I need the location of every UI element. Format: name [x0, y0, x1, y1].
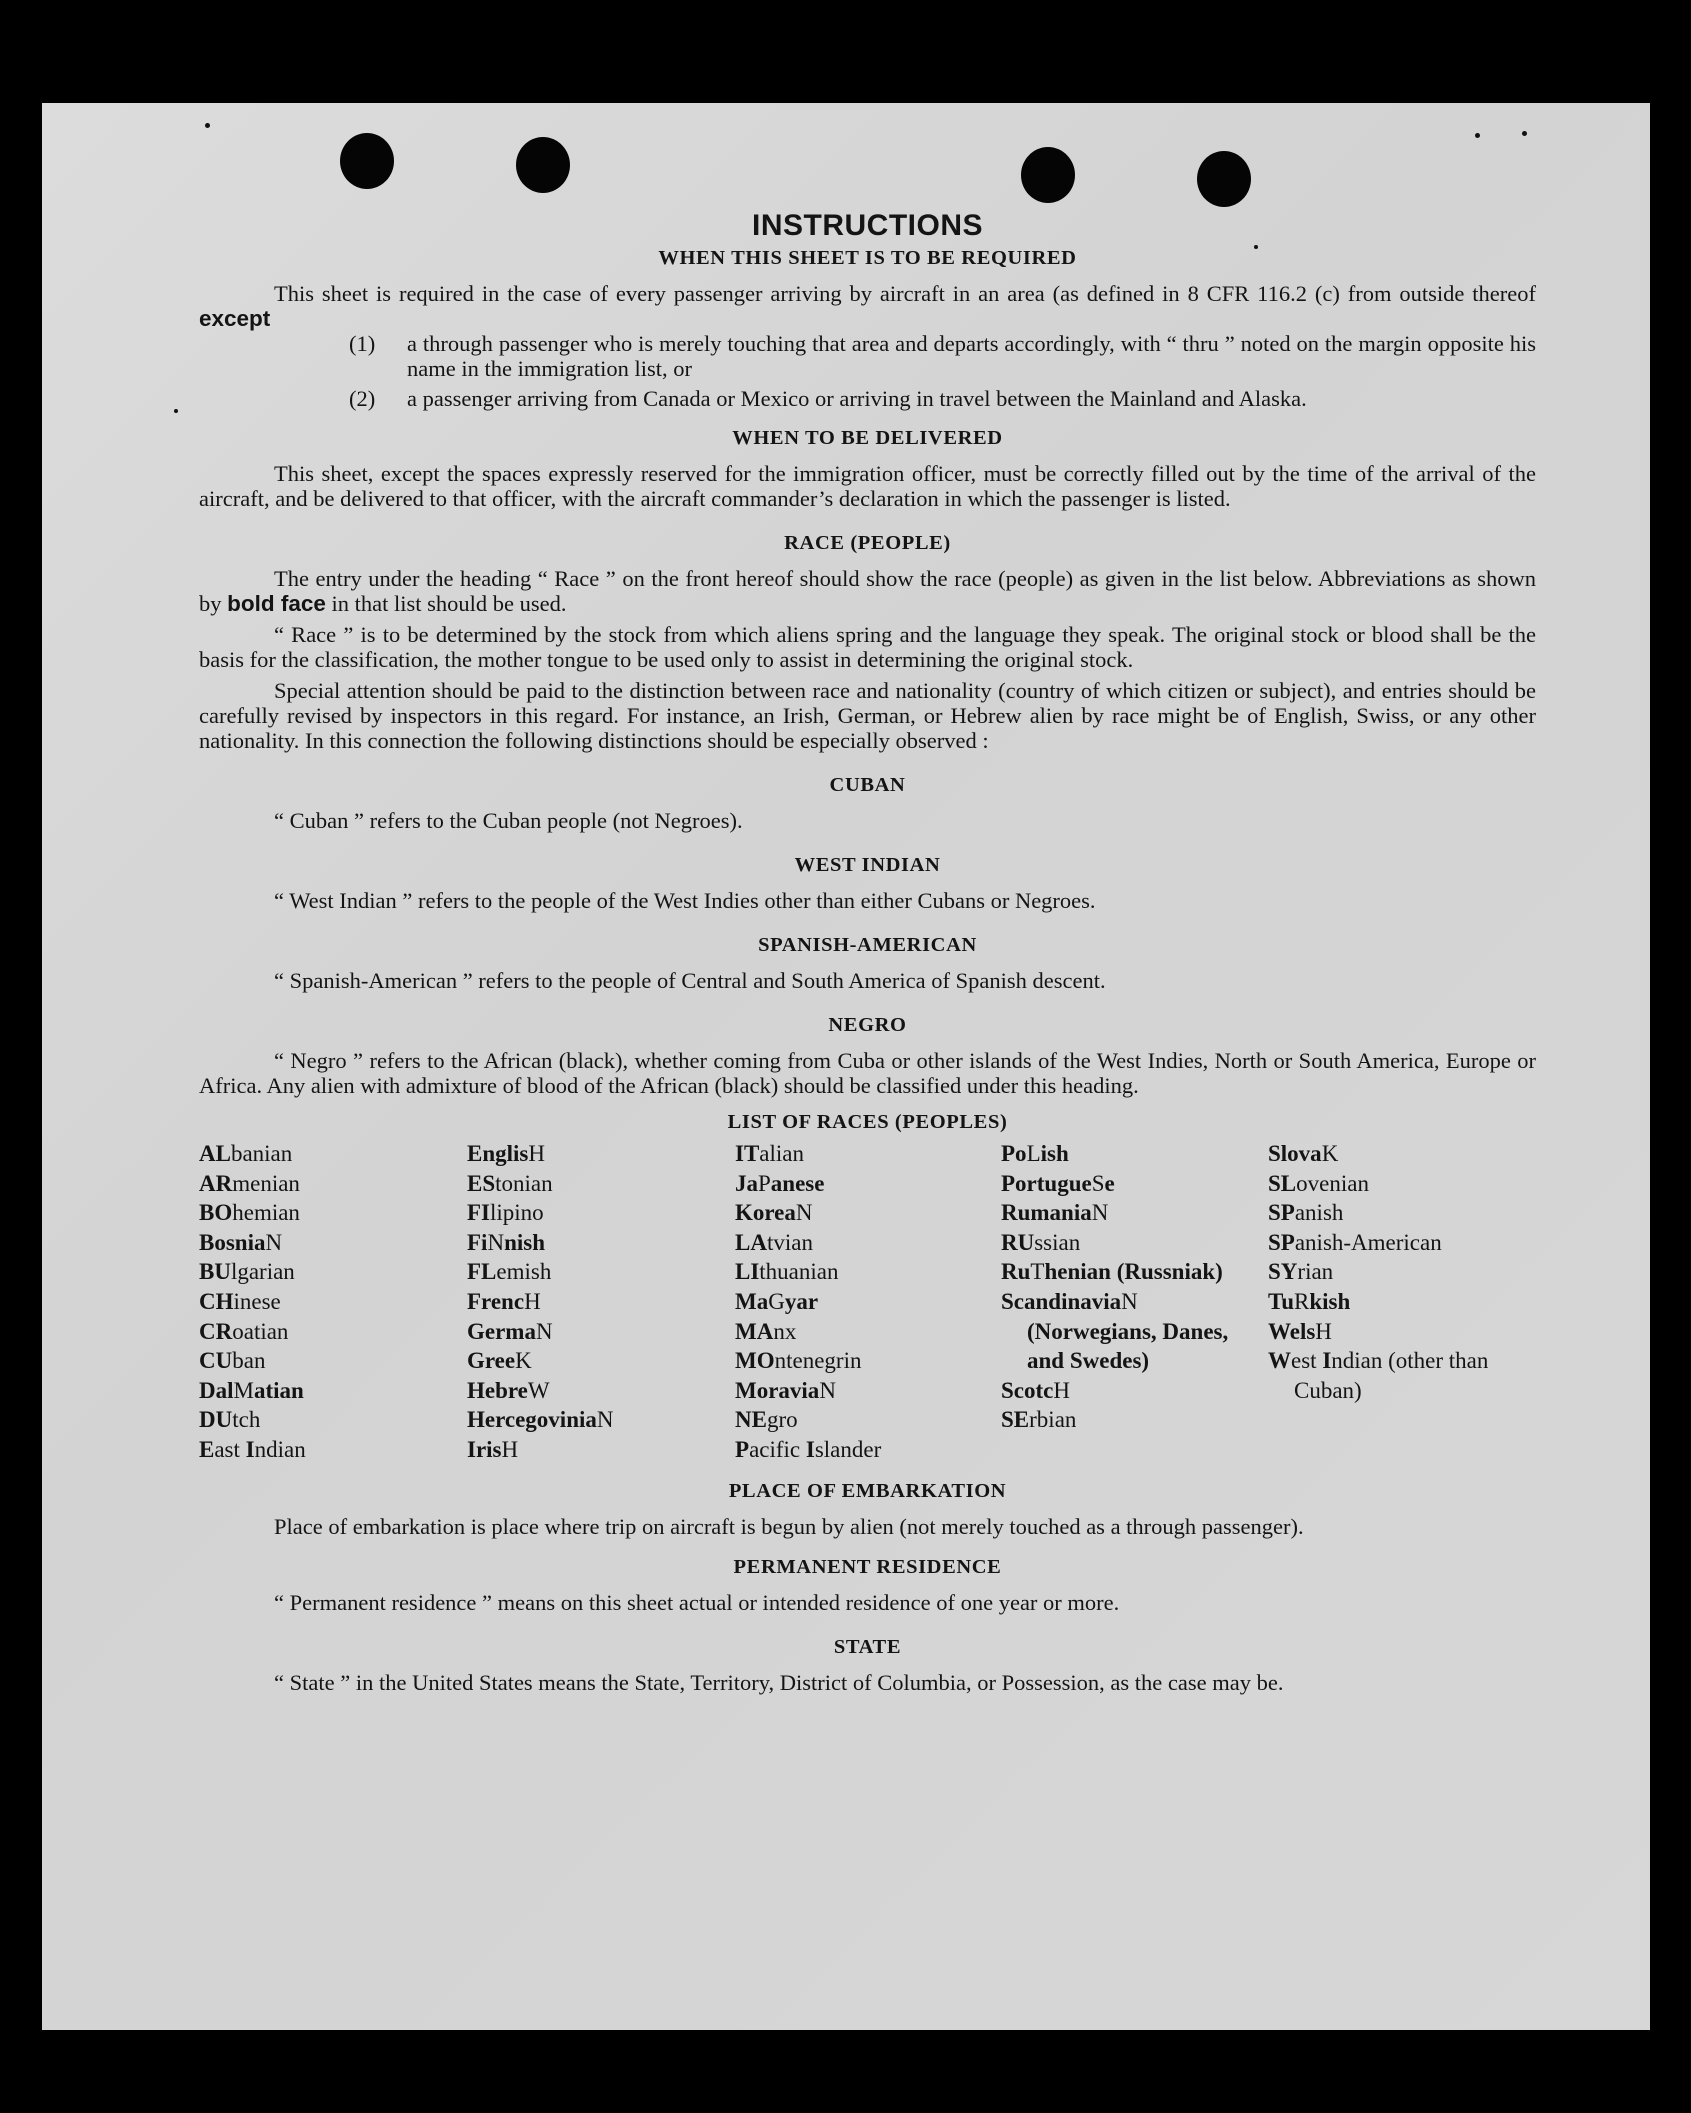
cuban-text: “ Cuban ” refers to the Cuban people (not Negroes). — [274, 808, 743, 833]
punch-hole — [516, 137, 570, 193]
embarkation-text: Place of embarkation is place where trip on aircraft is begun by alien (not merely touched as a through passenger). — [274, 1513, 1304, 1539]
heading-spanish-american: SPANISH-AMERICAN — [758, 934, 977, 956]
race-paragraph-2: “ Race ” is to be determined by the stock from which aliens spring and the language they speak. The original stock or blood shall be the basis for the classification, the mother tongue to be used only to assist in determining the original stock. — [199, 622, 1536, 672]
residence-text: “ Permanent residence ” means on this sheet actual or intended residence of one year or more. — [274, 1589, 1120, 1615]
race-column — [467, 1139, 735, 1465]
race-item: ITalian — [735, 1141, 804, 1166]
race-item: PoLish — [1001, 1141, 1069, 1166]
race-item: TuRkish — [1268, 1288, 1351, 1314]
race-item: MOntenegrin — [735, 1348, 862, 1374]
heading-list-of-races: LIST OF RACES (PEOPLES) — [727, 1111, 1008, 1133]
race-item: NEgro — [735, 1407, 798, 1433]
race-item: GermaN — [467, 1318, 553, 1344]
heading-when-required: WHEN THIS SHEET IS TO BE REQUIRED — [658, 247, 1077, 269]
heading-race: RACE (PEOPLE) — [784, 532, 951, 554]
heading-permanent-residence: PERMANENT RESIDENCE — [733, 1555, 1002, 1578]
race-item: DUtch — [199, 1407, 261, 1433]
race-paragraph-3: Special attention should be paid to the distinction between race and nationality (country of which citizen or subject), and entries should be carefully revised by inspectors in this regard. For instance, an Irish, German, or Hebrew alien by race might be of English, Swiss, or any other nationality. In this connection the following distinctions should be especially observed : — [199, 678, 1536, 753]
race-item: CUban — [199, 1348, 266, 1374]
race-item: Pacific Islander — [735, 1436, 882, 1462]
race-item: ARmenian — [199, 1170, 300, 1196]
speck — [1475, 133, 1480, 138]
race-column — [199, 1139, 467, 1465]
race-item: MaGyar — [735, 1288, 819, 1314]
race-item: CHinese — [199, 1288, 281, 1314]
race-column — [1001, 1139, 1268, 1465]
race-item: BOhemian — [199, 1200, 300, 1226]
speck — [205, 123, 210, 128]
race-item: BUlgarian — [199, 1259, 295, 1285]
race-item: LAtvian — [735, 1229, 813, 1255]
punch-hole — [1021, 147, 1075, 203]
race-item: SPanish-American — [1268, 1229, 1442, 1255]
race-item: KoreaN — [735, 1200, 813, 1226]
race-item: RUssian — [1001, 1229, 1081, 1255]
races-list — [199, 1139, 1536, 1465]
heading-west-indian: WEST INDIAN — [794, 854, 941, 876]
document-page — [42, 103, 1650, 2030]
state-text: “ State ” in the United States means the State, Territory, District of Columbia, or Possession, as the case may be. — [274, 1669, 1284, 1695]
race-item: SYrian — [1268, 1259, 1334, 1285]
race-paragraph-1: The entry under the heading “ Race ” on the front hereof should show the race (people) as given in the list below. Abbreviations as shown by bold face in that list should be used. — [199, 566, 1536, 616]
race-item: DalMatian — [199, 1377, 304, 1403]
heading-place-of-embarkation: PLACE OF EMBARKATION — [728, 1479, 1007, 1502]
race-item: ScotcH — [1001, 1377, 1070, 1403]
race-item: LIthuanian — [735, 1259, 839, 1285]
speck — [174, 409, 178, 413]
race-column — [1268, 1139, 1536, 1465]
instructions-content — [199, 209, 1536, 1695]
heading-negro: NEGRO — [828, 1014, 907, 1036]
race-item: CRoatian — [199, 1318, 289, 1344]
race-item: EStonian — [467, 1170, 553, 1196]
race-item: MAnx — [735, 1318, 797, 1344]
race-item: ALbanian — [199, 1141, 293, 1166]
race-item: ScandinaviaN (Norwegians, Danes, and Swedes) — [1001, 1288, 1229, 1374]
race-item: PortugueSe — [1001, 1170, 1115, 1196]
race-item: SLovenian — [1268, 1170, 1369, 1196]
west-indian-text: “ West Indian ” refers to the people of the West Indies other than either Cubans or Negroes. — [274, 888, 1096, 913]
race-item: SErbian — [1001, 1407, 1077, 1433]
heading-when-delivered: WHEN TO BE DELIVERED — [732, 427, 1003, 449]
race-column — [735, 1139, 1001, 1465]
heading-state: STATE — [833, 1635, 902, 1658]
negro-text: “ Negro ” refers to the African (black), whether coming from Cuba or other islands of the West Indies, North or South America, Europe or Africa. Any alien with admixture of blood of the African (black) should be classified under this heading. — [199, 1048, 1536, 1098]
race-item: MoraviaN — [735, 1377, 836, 1403]
race-item: JaPanese — [735, 1170, 825, 1196]
punch-hole — [340, 133, 394, 189]
race-item: HebreW — [467, 1377, 550, 1403]
page-title: INSTRUCTIONS — [752, 209, 983, 242]
race-item: FrencH — [467, 1288, 541, 1314]
when-delivered-text: This sheet, except the spaces expressly reserved for the immigration officer, must be correctly filled out by the time of the arrival of the aircraft, and be delivered to that officer, with the aircraft commander’s declaration in which the passenger is listed. — [199, 461, 1536, 511]
exception-item-2: (2) a passenger arriving from Canada or Mexico or arriving in travel between the Mainland and Alaska. — [349, 386, 1307, 411]
race-item: RumaniaN — [1001, 1200, 1109, 1226]
race-item: EnglisH — [467, 1141, 545, 1166]
race-item: East Indian — [199, 1436, 306, 1462]
race-item: West Indian (other than Cuban) — [1268, 1348, 1489, 1403]
race-item: RuThenian (Russniak) — [1001, 1259, 1223, 1285]
race-item: SlovaK — [1268, 1141, 1339, 1166]
heading-cuban: CUBAN — [829, 774, 906, 796]
exception-item-1: (1) a through passenger who is merely touching that area and departs accordingly, with “ thru ” noted on the margin opposite his name in the immigration list, or — [349, 331, 1536, 381]
when-required-text: This sheet is required in the case of every passenger arriving by aircraft in an area (as defined in 8 CFR 116.2 (c) from outside thereof except — [199, 281, 1536, 331]
race-item: IrisH — [467, 1436, 519, 1462]
race-item: BosniaN — [199, 1229, 283, 1255]
race-item: GreeK — [467, 1348, 532, 1374]
race-item: SPanish — [1268, 1200, 1344, 1226]
race-item: WelsH — [1268, 1318, 1332, 1344]
race-item: HercegoviniaN — [467, 1407, 614, 1433]
race-item: FiNnish — [467, 1229, 546, 1255]
race-item: FIlipino — [467, 1200, 544, 1226]
spanish-american-text: “ Spanish-American ” refers to the people of Central and South America of Spanish descent. — [274, 968, 1106, 993]
speck — [1522, 131, 1527, 136]
race-item: FLemish — [467, 1259, 552, 1285]
punch-hole — [1197, 151, 1251, 207]
